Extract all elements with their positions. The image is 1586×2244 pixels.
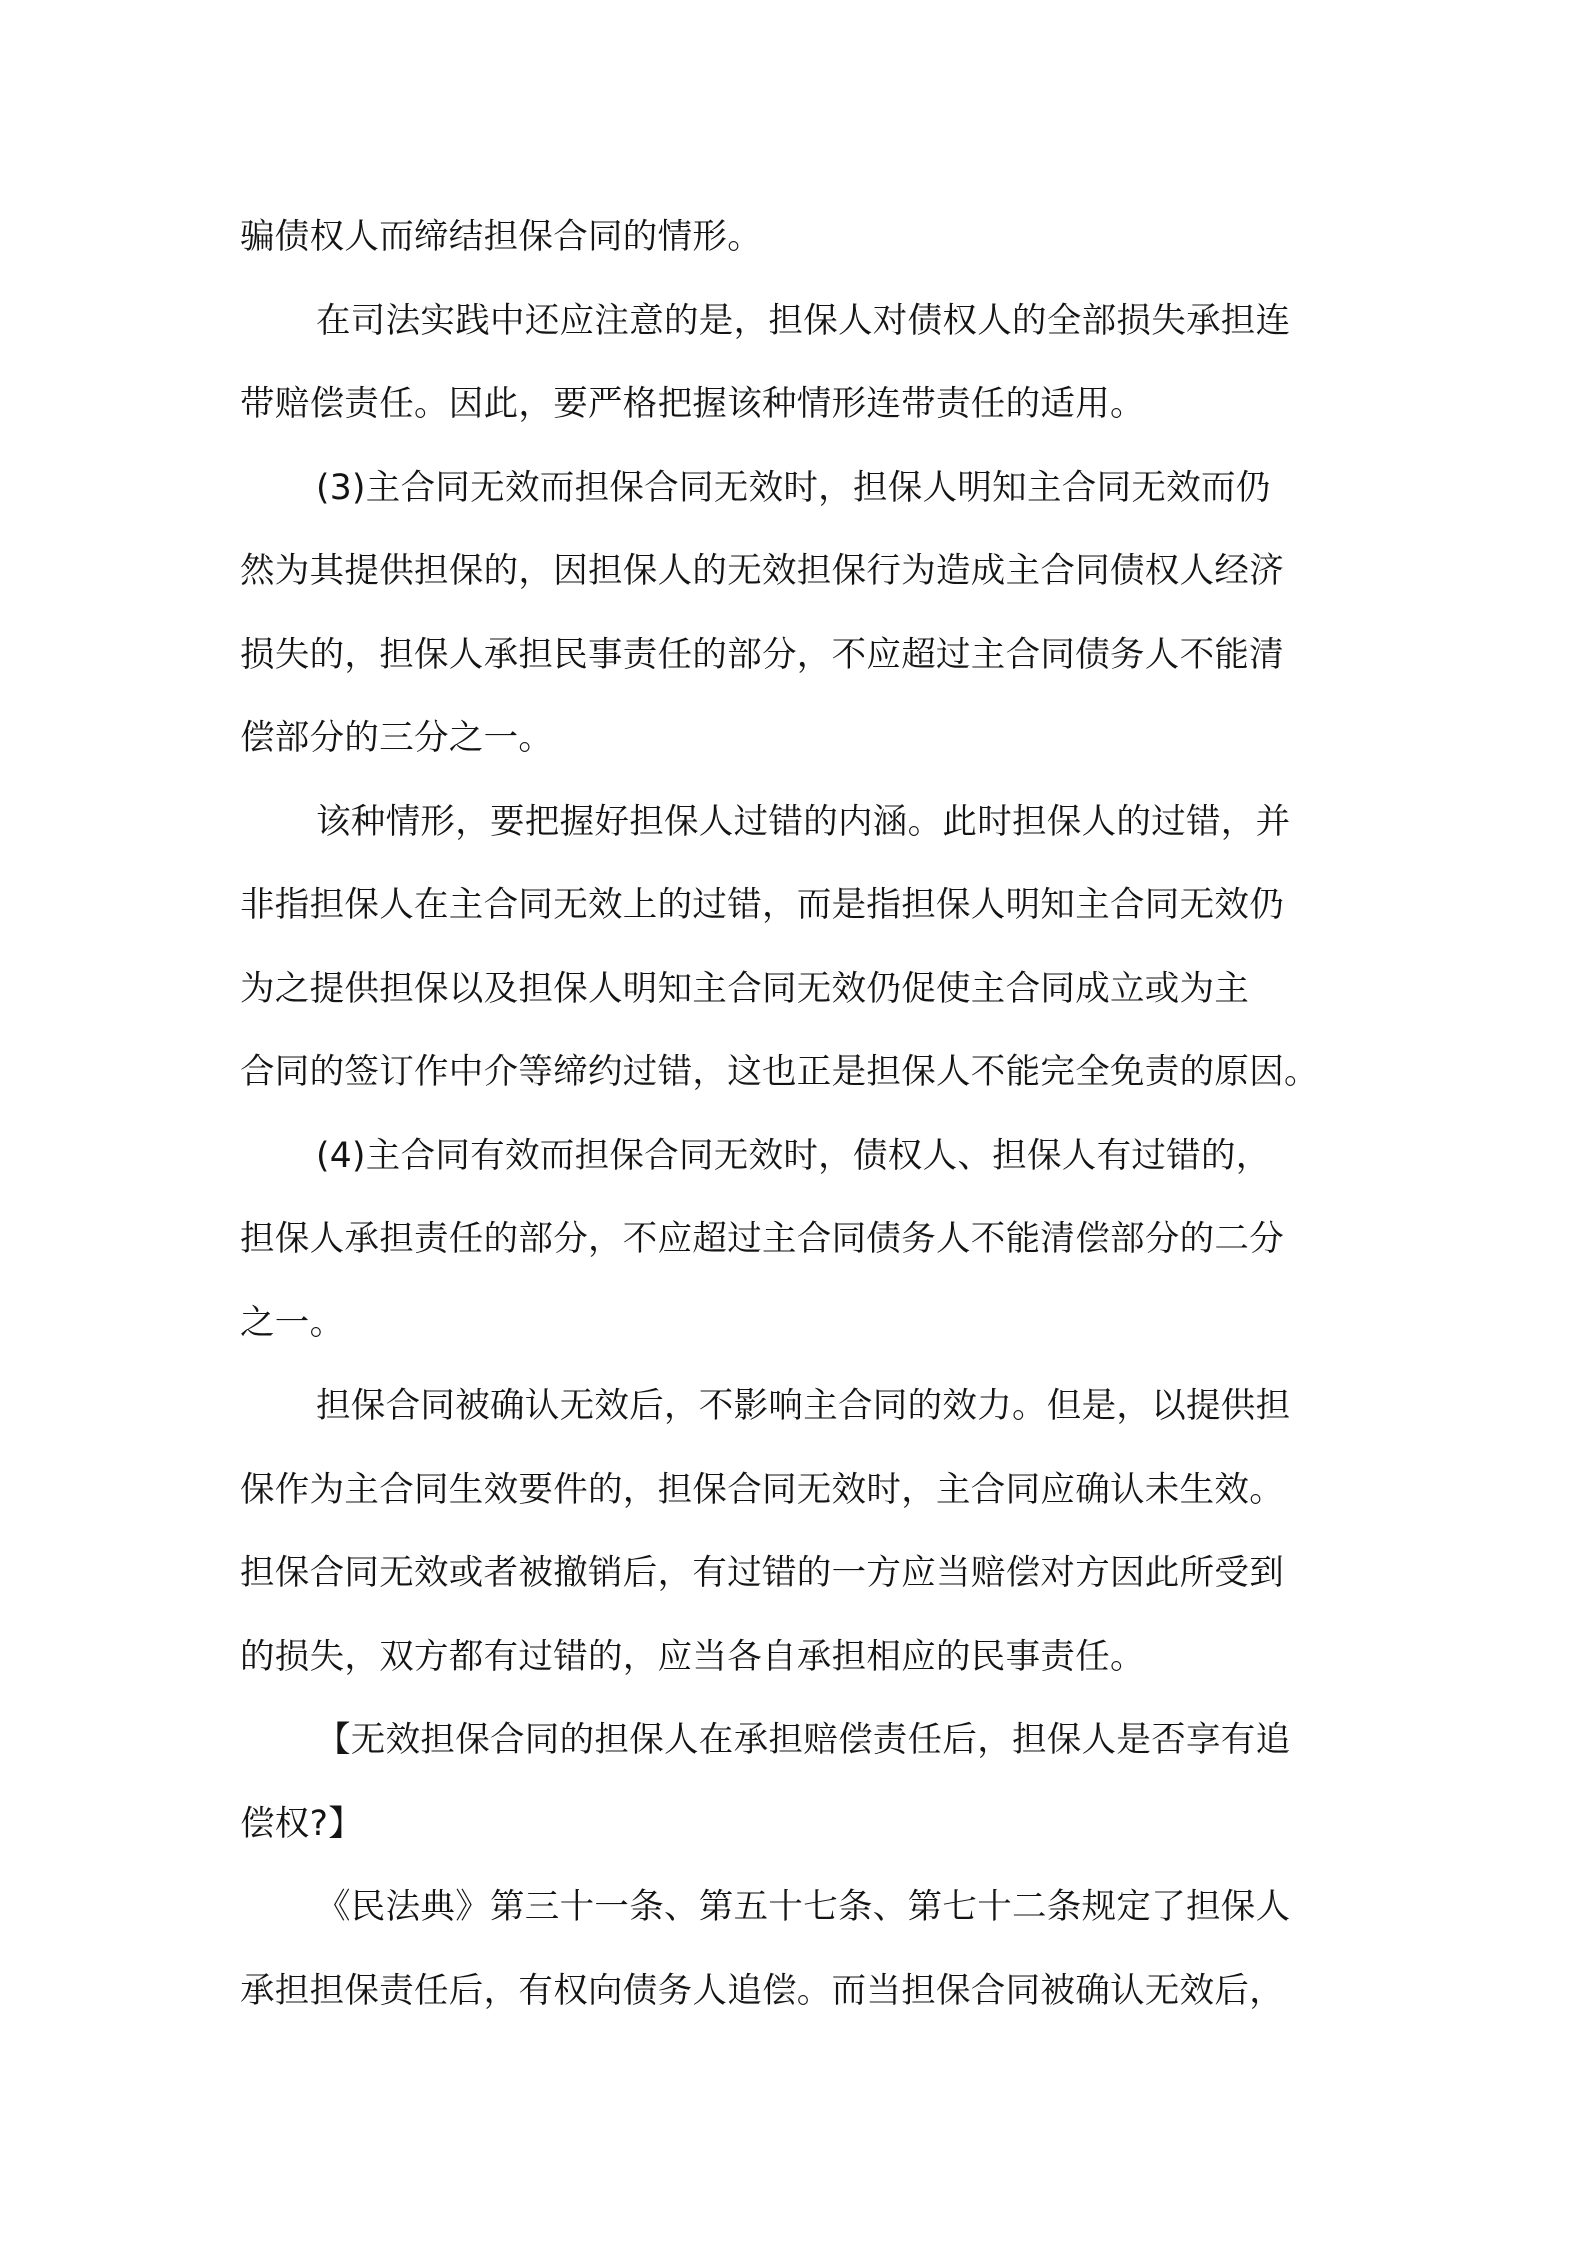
paragraph-line: 保作为主合同生效要件的，担保合同无效时，主合同应确认未生效。	[240, 1469, 1284, 1510]
paragraph-line: 之一。	[240, 1302, 345, 1343]
paragraph-line: 《民法典》第三十一条、第五十七条、第七十二条规定了担保人	[316, 1887, 1291, 1927]
paragraph-line: 担保人承担责任的部分，不应超过主合同债务人不能清偿部分的二分	[240, 1219, 1284, 1259]
paragraph-line: 承担担保责任后，有权向债务人追偿。而当担保合同被确认无效后，	[240, 1970, 1284, 2011]
paragraph-line: (4)主合同有效而担保合同无效时，债权人、担保人有过错的，	[316, 1135, 1271, 1176]
paragraph-line: 在司法实践中还应注意的是，担保人对债权人的全部损失承担连	[316, 300, 1291, 341]
paragraph-line: 然为其提供担保的，因担保人的无效担保行为造成主合同债权人经济	[240, 551, 1284, 591]
question-heading-line: 偿权?】	[240, 1803, 364, 1844]
paragraph-line: 该种情形，要把握好担保人过错的内涵。此时担保人的过错，并	[316, 801, 1291, 842]
paragraph-line: 损失的，担保人承担民事责任的部分，不应超过主合同债务人不能清	[240, 634, 1284, 675]
document-body	[240, 196, 1352, 2033]
paragraph-line: 担保合同被确认无效后，不影响主合同的效力。但是，以提供担	[316, 1386, 1291, 1426]
paragraph-line: 担保合同无效或者被撤销后，有过错的一方应当赔偿对方因此所受到	[240, 1553, 1284, 1593]
paragraph-line: 合同的签订作中介等缔约过错，这也正是担保人不能完全免责的原因。	[240, 1052, 1319, 1092]
paragraph-line: 的损失，双方都有过错的，应当各自承担相应的民事责任。	[240, 1636, 1145, 1677]
paragraph-line: 骗债权人而缔结担保合同的情形。	[240, 217, 762, 257]
paragraph-line: (3)主合同无效而担保合同无效时，担保人明知主合同无效而仍	[316, 467, 1271, 508]
paragraph-line: 偿部分的三分之一。	[240, 718, 554, 758]
question-heading-line: 【无效担保合同的担保人在承担赔偿责任后，担保人是否享有追	[316, 1720, 1291, 1760]
paragraph-line: 带赔偿责任。因此，要严格把握该种情形连带责任的适用。	[240, 384, 1145, 424]
paragraph-line: 为之提供担保以及担保人明知主合同无效仍促使主合同成立或为主	[240, 968, 1250, 1009]
paragraph-line: 非指担保人在主合同无效上的过错，而是指担保人明知主合同无效仍	[240, 885, 1284, 925]
